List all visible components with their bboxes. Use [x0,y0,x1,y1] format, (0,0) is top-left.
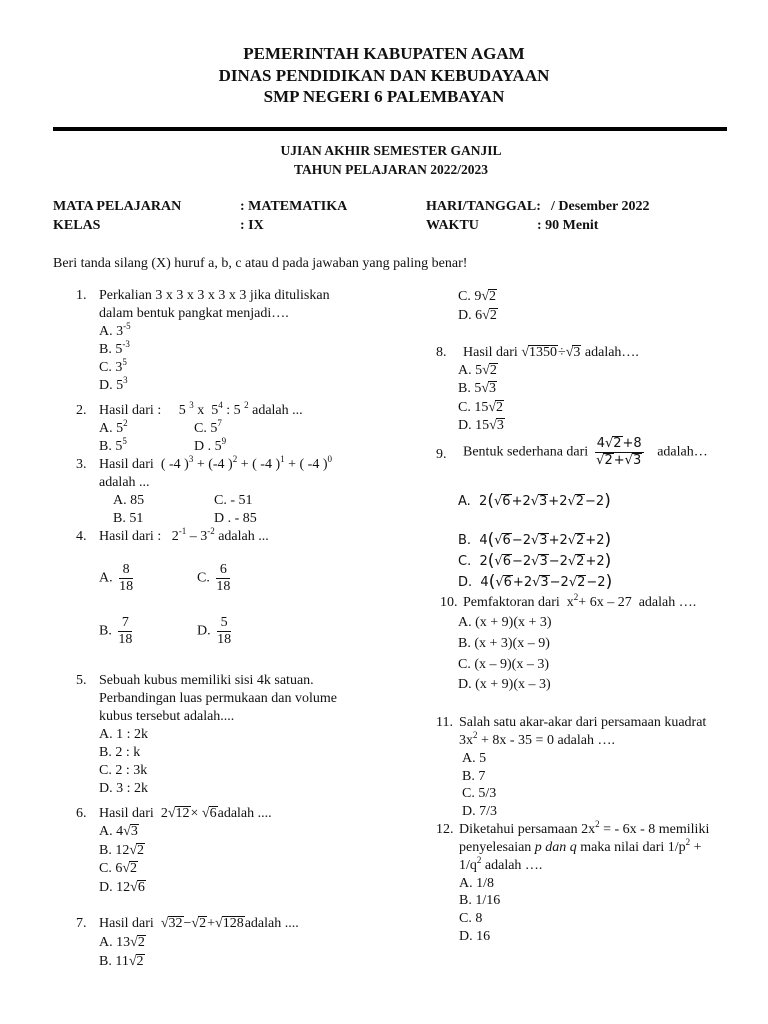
q5-option-a: A. 1 : 2k [99,727,148,742]
q3-number: 3. [76,457,87,472]
q8-option-a: A. 5√2 [458,363,497,378]
q9-option-b: B. 4(√6−2√3+2√2+2) [458,530,612,550]
q8-option-c: C. 15√2 [458,400,504,415]
date-value: / Desember 2022 [551,199,650,214]
q11-option-a: A. 5 [462,751,487,766]
q5-line2: Perbandingan luas permukaan dan volume [99,691,337,706]
q9-stem: Bentuk sederhana dari $\frac{4√2+8}{√2+√3}$ adalah… [463,436,708,468]
header-line-1: PEMERINTAH KABUPATEN AGAM [243,44,525,63]
q4-stem: Hasil dari : $2^{-1} - 3^{-2}$ adalah ... [99,526,269,544]
q5-option-b: B. 2 : k [99,745,141,760]
q6-option-b: B. 12√2 [99,843,145,858]
q7-number: 7. [76,916,87,931]
q3-option-c: C. - 51 [214,493,253,508]
q8-option-b: B. 5√3 [458,381,497,396]
q5-option-d: D. 3 : 2k [99,781,148,796]
q11-number: 11. [436,715,453,730]
q9-number: 9. [436,447,447,462]
subject-value: : MATEMATIKA [240,199,348,214]
q12-line2: penyelesaian p dan q maka nilai dari $1/p^2$ + [459,837,702,855]
q1-line2: dalam bentuk pangkat menjadi…. [99,306,289,321]
exam-title: UJIAN AKHIR SEMESTER GANJIL [280,143,502,158]
q8-stem: Hasil dari √1350÷√3 adalah…. [463,345,639,360]
q2-stem: Hasil dari : 5 $^3$ x $5^4$ : 5 $^2$ adalah ... [99,400,303,418]
header-line-3: SMP NEGERI 6 PALEMBAYAN [263,87,505,106]
q3-stem: Hasil dari ( -4 )$^3$ + (-4 )$^2$ + ( -4 )$^1$ + ( -4 )$^0$ [99,454,332,472]
q12-option-a: A. 1/8 [459,876,494,891]
q10-option-d: D. (x + 9)(x – 3) [458,677,551,692]
instruction: Beri tanda silang (X) huruf a, b, c atau d pada jawaban yang paling benar! [53,256,468,271]
q11-option-d: D. 7/3 [462,804,497,819]
q12-option-b: B. 1/16 [459,893,501,908]
q6-option-a: A. 4√3 [99,824,138,839]
q6-option-d: D. 12√6 [99,880,145,895]
q1-number: 1. [76,288,87,303]
q9-option-a: A. 2(√6+2√3+2√2−2) [458,491,611,511]
q11-option-c: C. 5/3 [462,786,497,801]
q6-stem: Hasil dari 2√12× √6adalah .... [99,806,272,821]
q11-line1: Salah satu akar-akar dari persamaan kuadrat [459,715,707,730]
q1-option-c: C. $3^5$ [99,357,127,375]
q4-option-b: B. $\frac{7}{18}$ [99,615,133,647]
q3-option-b: B. 51 [113,511,144,526]
date-label: HARI/TANGGAL: [426,199,541,214]
q10-option-a: A. (x + 9)(x + 3) [458,615,552,630]
q12-option-d: D. 16 [459,929,491,944]
q5-line1: Sebuah kubus memiliki sisi 4k satuan. [99,673,314,688]
q12-number: 12. [436,822,454,837]
class-value: : IX [240,218,264,233]
q4-option-d: D. $\frac{5}{18}$ [197,615,232,647]
q2-option-d: D . $5^9$ [194,436,227,454]
q4-number: 4. [76,529,87,544]
q3-line2: adalah ... [99,475,150,490]
q7-stem: Hasil dari √32−√2+√128adalah .... [99,916,299,931]
q2-option-c: C. $5^7$ [194,418,222,436]
q4-option-a: A. $\frac{8}{18}$ [99,562,134,594]
q12-option-c: C. 8 [459,911,483,926]
q11-option-b: B. 7 [462,769,486,784]
q12-line3: $1/q^2$ adalah …. [459,855,543,873]
q4-option-c: C. $\frac{6}{18}$ [197,562,231,594]
class-label: KELAS [53,218,101,233]
q11-line2: $3x^2 + 8x - 35 = 0$ adalah …. [459,730,615,748]
q2-option-b: B. $5^5$ [99,436,127,454]
exam-year: TAHUN PELAJARAN 2022/2023 [293,162,488,177]
q1-line1: Perkalian 3 x 3 x 3 x 3 x 3 jika dituliskan [99,288,330,303]
q9-option-c: C. 2(√6−2√3−2√2+2) [458,551,612,571]
q12-line1: Diketahui persamaan $2x^2$ = - 6x - 8 memiliki [459,819,710,837]
q7-option-d: D. 6√2 [458,308,497,323]
time-value: : 90 Menit [537,218,599,233]
q5-number: 5. [76,673,87,688]
q3-option-a: A. 85 [113,493,145,508]
subject-label: MATA PELAJARAN [53,199,182,214]
header-divider [53,127,727,131]
q7-option-c: C. 9√2 [458,289,497,304]
q1-option-b: B. $5^{-3}$ [99,339,130,357]
q10-option-c: C. (x – 9)(x – 3) [458,657,549,672]
q7-option-a: A. 13√2 [99,935,145,950]
q6-option-c: C. 6√2 [99,861,138,876]
q9-option-d: D. 4(√6+2√3−2√2−2) [458,572,613,592]
q6-number: 6. [76,806,87,821]
q5-line3: kubus tersebut adalah.... [99,709,235,724]
q7-option-b: B. 11√2 [99,954,144,969]
q10-number: 10. [440,595,458,610]
q3-option-d: D . - 85 [214,511,257,526]
q10-stem: Pemfaktoran dari $x^2+ 6x - 27$ adalah …. [463,592,697,610]
q1-option-a: A. $3^{-5}$ [99,321,131,339]
q8-number: 8. [436,345,447,360]
q2-number: 2. [76,403,87,418]
q5-option-c: C. 2 : 3k [99,763,148,778]
q10-option-b: B. (x + 3)(x – 9) [458,636,550,651]
time-label: WAKTU [426,218,479,233]
q2-option-a: A. $5^2$ [99,418,128,436]
q1-option-d: D. $5^3$ [99,375,128,393]
header-line-2: DINAS PENDIDIKAN DAN KEBUDAYAAN [218,66,550,85]
q8-option-d: D. 15√3 [458,418,504,433]
